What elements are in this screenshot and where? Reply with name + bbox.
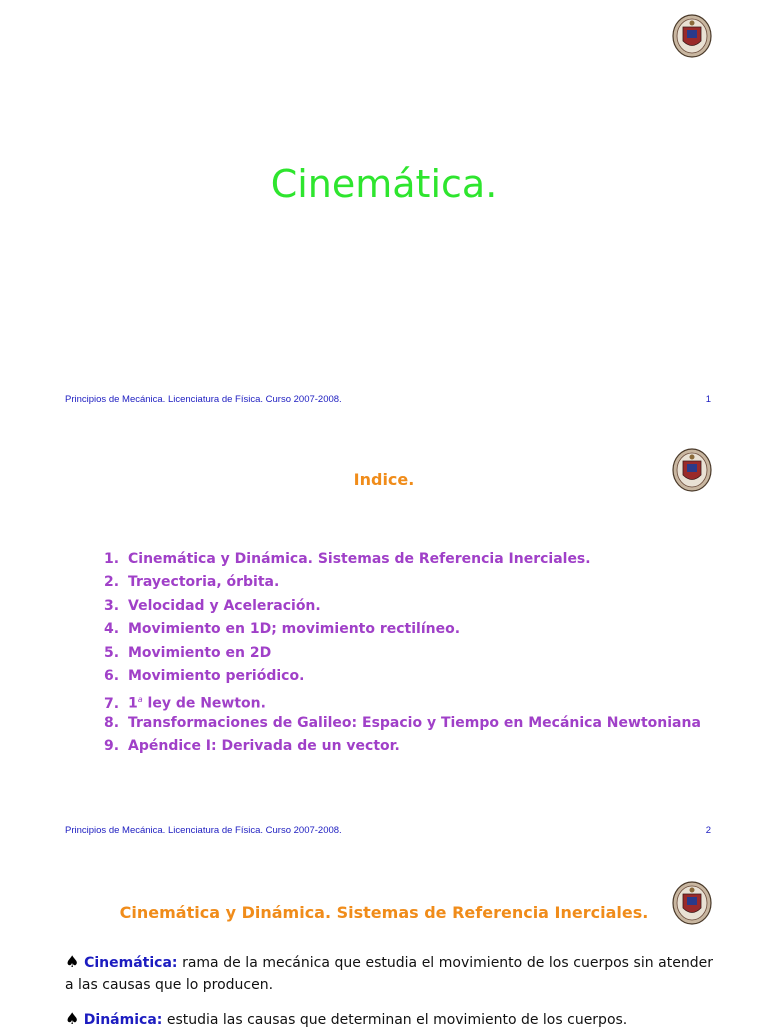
toc-item: 3. Velocidad y Aceleración.: [104, 597, 321, 614]
table-of-contents: [104, 548, 701, 759]
toc-item: 1. Cinemática y Dinámica. Sistemas de Referencia Inerciales.: [104, 551, 591, 567]
toc-item: 4. Movimiento en 1D; movimiento rectilíneo.: [104, 621, 461, 638]
spade-bullet-icon: ♠: [65, 952, 80, 971]
definition-dinamica: estudia las causas que determinan el movimiento de los cuerpos.: [162, 1012, 628, 1028]
page-number: 1: [705, 394, 711, 405]
paragraph-dinamica: [65, 1008, 713, 1031]
footer-course: Principios de Mecánica. Licenciatura de Física. Curso 2007-2008.: [65, 825, 342, 836]
term-cinematica: Cinemática:: [84, 955, 178, 971]
section-title-cinematica-dinamica: Cinemática y Dinámica. Sistemas de Referencia Inerciales.: [119, 903, 649, 922]
main-title: Cinemática.: [270, 162, 498, 206]
toc-item: 9. Apéndice I: Derivada de un vector.: [104, 738, 400, 755]
term-dinamica: Dinámica:: [83, 1012, 163, 1028]
toc-item: 7. 1$^a$ ley de Newton.: [104, 695, 266, 712]
toc-item: 8. Transformaciones de Galileo: Espacio y Tiempo en Mecánica Newtoniana: [104, 714, 701, 731]
toc-item: 6. Movimiento periódico.: [104, 667, 305, 684]
slide-2: [0, 430, 768, 860]
toc-item: 5. Movimiento en 2D: [104, 644, 272, 661]
paragraph-cinematica: [65, 951, 713, 996]
slide-1: [0, 0, 768, 430]
toc-item: 2. Trayectoria, órbita.: [104, 574, 280, 591]
footer-course: Principios de Mecánica. Licenciatura de Física. Curso 2007-2008.: [65, 394, 342, 405]
university-seal-icon: [672, 14, 712, 58]
definition-cinematica: rama de la mecánica que estudia el movimiento de los cuerpos sin atender a las causas que lo producen.: [65, 955, 713, 993]
spade-bullet-icon: ♠: [65, 1009, 80, 1028]
section-title-indice: Indice.: [353, 470, 415, 489]
slide-3: [0, 860, 768, 1028]
page-number: 2: [705, 825, 711, 836]
